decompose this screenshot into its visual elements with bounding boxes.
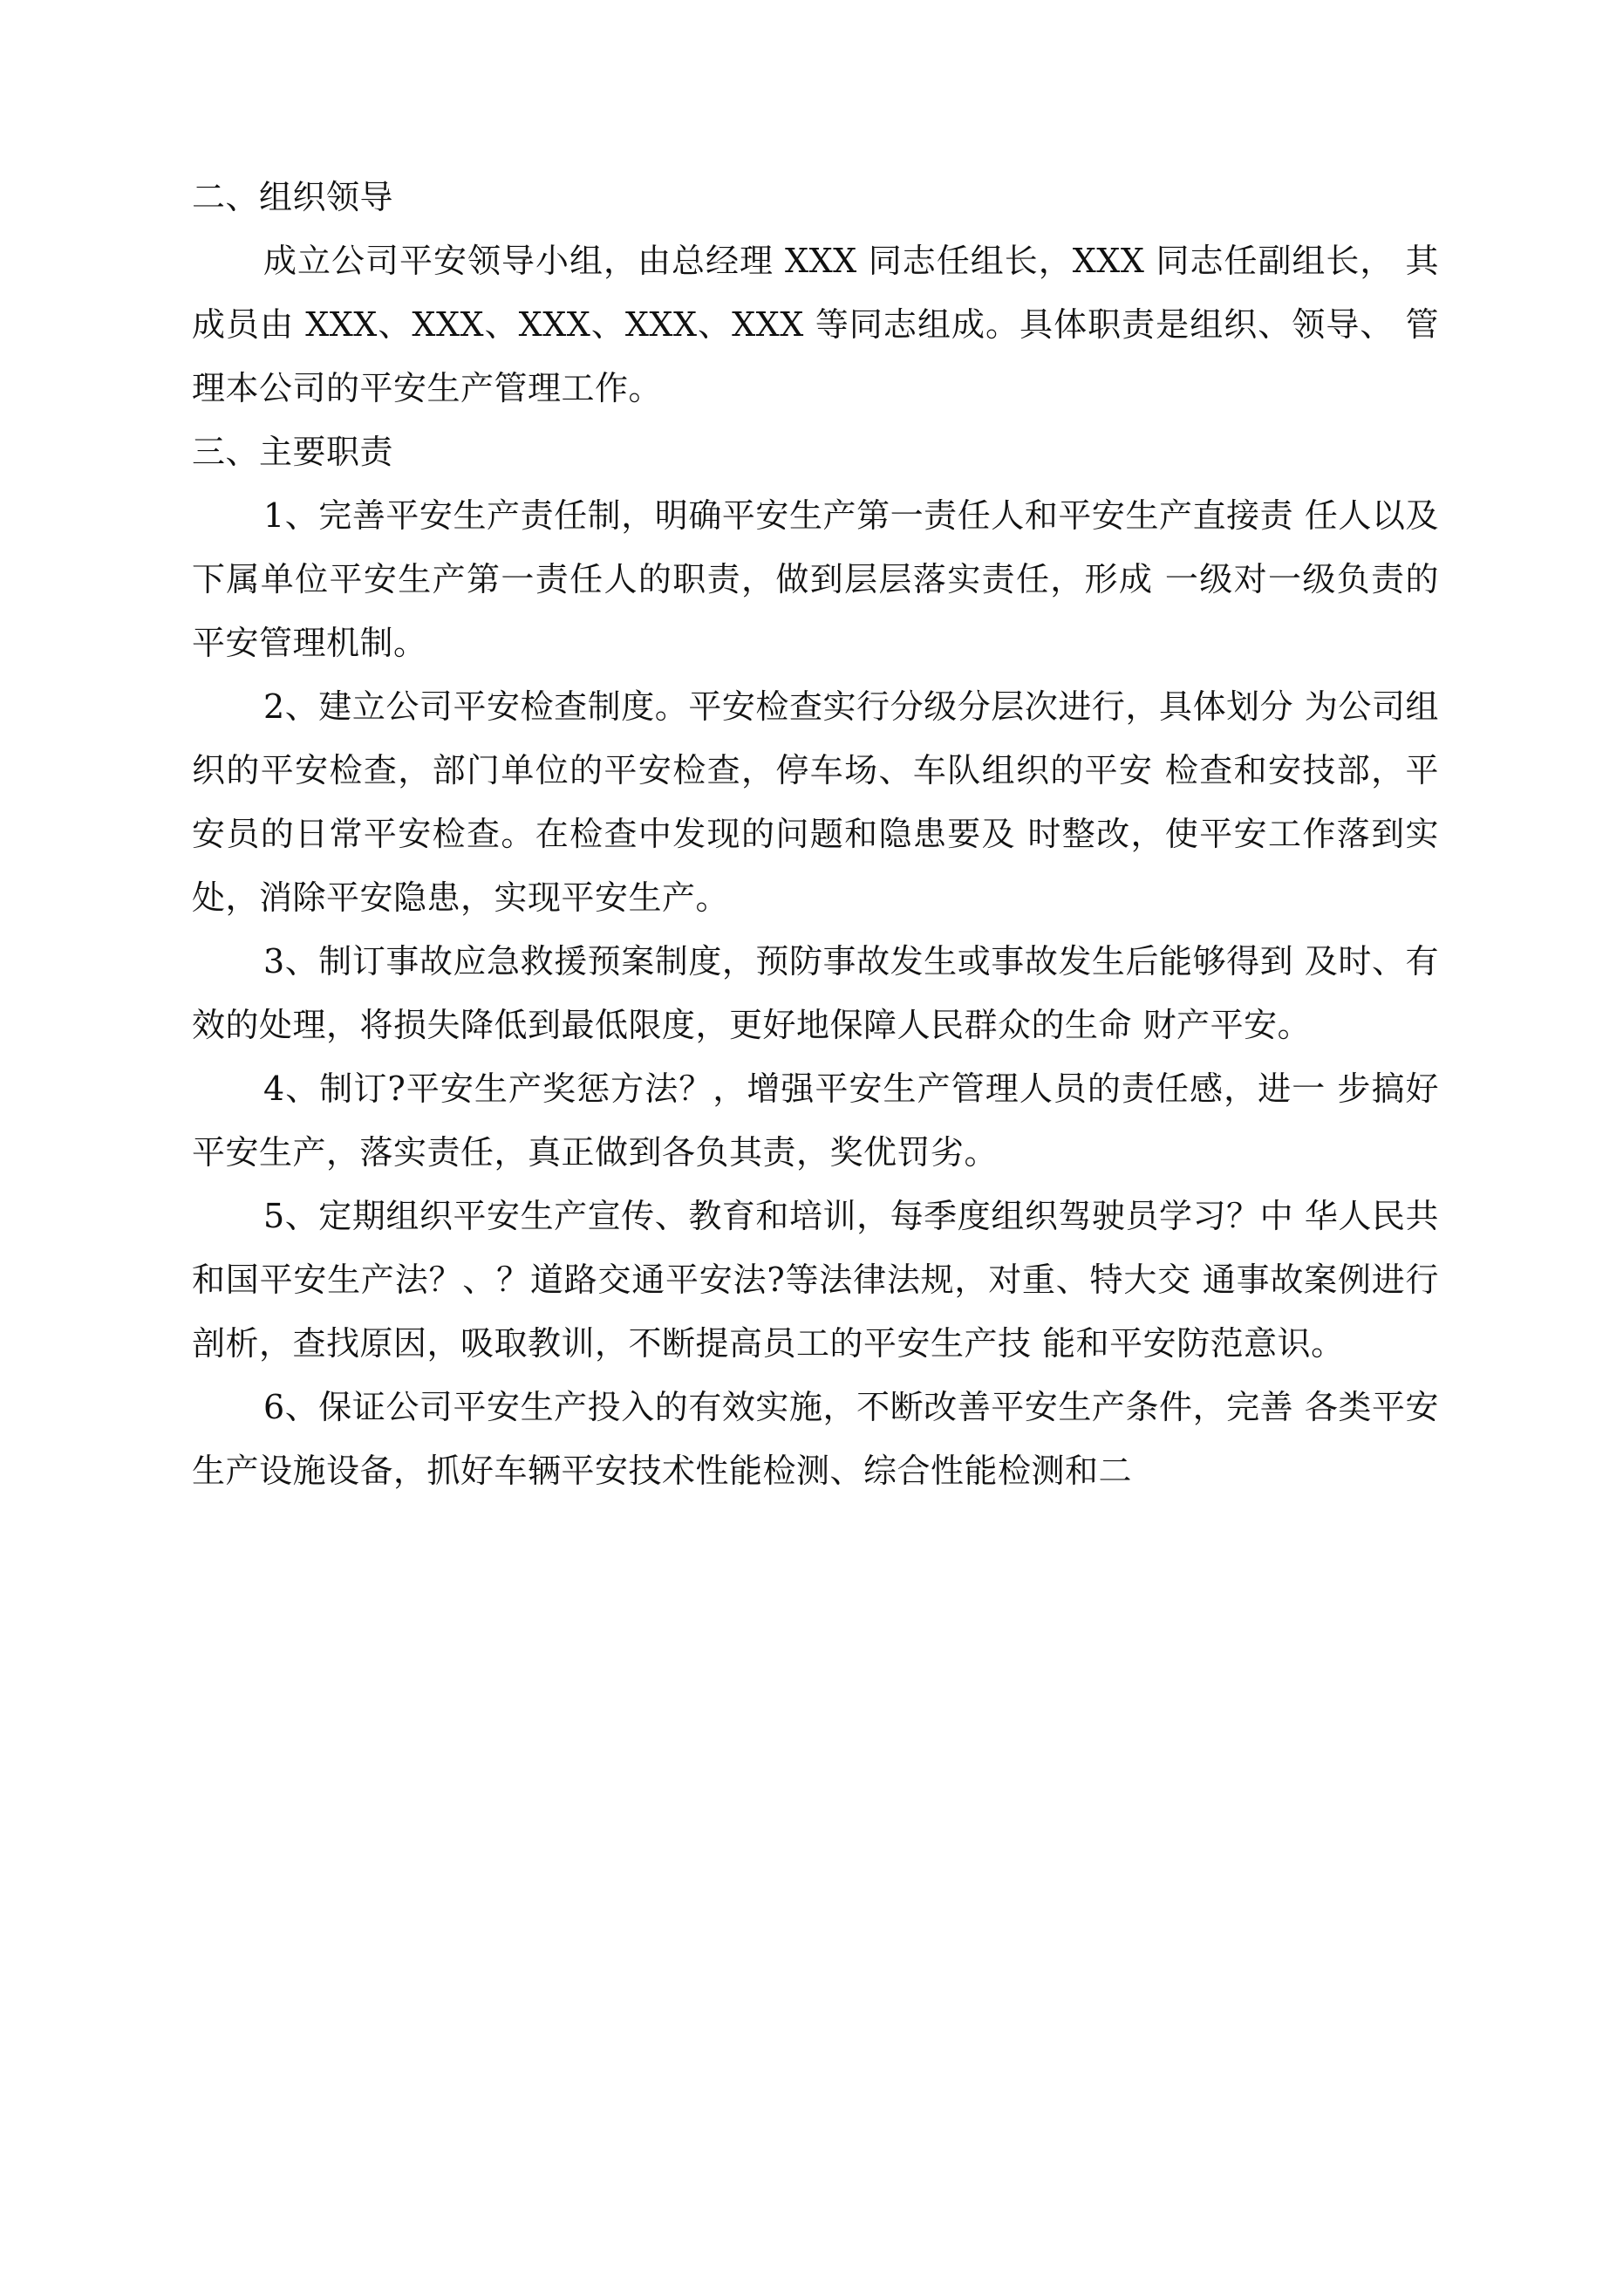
responsibility-item-2: 2、建立公司平安检查制度。平安检查实行分级分层次进行，具体划分 为公司组织的平安检查，部门单位的平安检查，停车场、车队组织的平安 检查和安技部，平安员的日常平安检查。在检查中发现的问题和隐患要及 时整改，使平安工作落到实处，消除平安隐患，实现平安生产。: [192, 687, 1439, 917]
responsibility-item-6: 6、保证公司平安生产投入的有效实施，不断改善平安生产条件，完善 各类平安生产设施设备，抓好车辆平安技术性能检测、综合性能检测和二: [192, 1388, 1439, 1490]
document-body: [192, 166, 1439, 1503]
responsibility-item-5: 5、定期组织平安生产宣传、教育和培训，每季度组织驾驶员学习？中 华人民共和国平安生产法？、？道路交通平安法?等法律法规，对重、特大交 通事故案例进行剖析，查找原因，吸取教训，不断提高员工的平安生产技 能和平安防范意识。: [192, 1197, 1439, 1363]
responsibility-item-1: 1、完善平安生产责任制，明确平安生产第一责任人和平安生产直接责 任人以及下属单位平安生产第一责任人的职责，做到层层落实责任，形成 一级对一级负责的平安管理机制。: [192, 496, 1439, 662]
section-heading-organization: 二、组织领导: [192, 178, 394, 216]
section-heading-responsibilities: 三、主要职责: [192, 433, 394, 471]
paragraph-leadership-group: 成立公司平安领导小组，由总经理 XXX 同志任组长，XXX 同志任副组长， 其成员由 XXX、XXX、XXX、XXX、XXX 等同志组成。具体职责是组织、领导、 管理本公司的平安生产管理工作。: [192, 242, 1439, 407]
responsibility-item-4: 4、制订?平安生产奖惩方法？，增强平安生产管理人员的责任感，进一 步搞好平安生产，落实责任，真正做到各负其责，奖优罚劣。: [192, 1069, 1439, 1172]
responsibility-item-3: 3、制订事故应急救援预案制度，预防事故发生或事故发生后能够得到 及时、有效的处理，将损失降低到最低限度，更好地保障人民群众的生命 财产平安。: [192, 942, 1439, 1044]
